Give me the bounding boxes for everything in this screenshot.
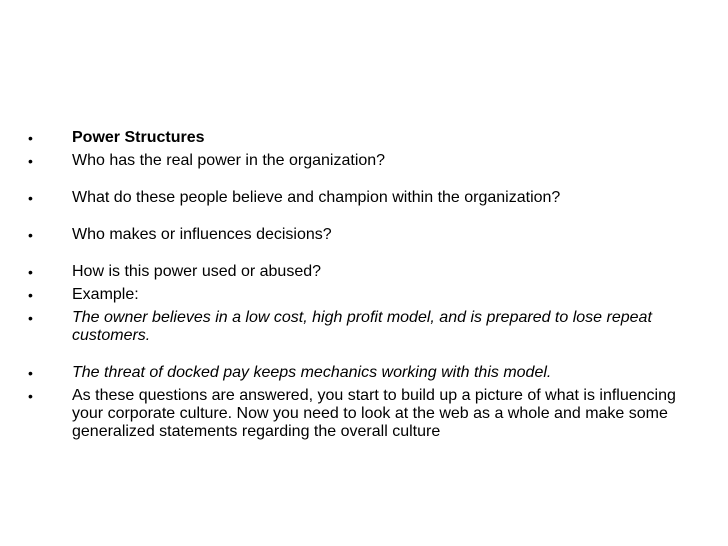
bullet-text: Power Structures <box>72 129 205 146</box>
bullet-text: The owner believes in a low cost, high profit model, and is prepared to lose repeat customers. <box>72 309 652 344</box>
bullet-item-example <box>28 286 708 304</box>
bullet-text: Who has the real power in the organization? <box>72 152 386 169</box>
bullet-icon: • <box>28 153 33 169</box>
bullet-icon: • <box>28 287 33 303</box>
bullet-item-beliefs <box>28 189 708 207</box>
bullet-icon: • <box>28 264 33 280</box>
bullet-icon: • <box>28 130 33 146</box>
bullet-item-real-power <box>28 152 708 170</box>
bullet-text: As these questions are answered, you start to build up a picture of what is influencing your corporate culture. Now you need to look at the web as a whole and make some generalized statements regarding the overall culture <box>72 387 676 440</box>
bullet-text: The threat of docked pay keeps mechanics working with this model. <box>72 364 552 381</box>
bullet-icon: • <box>28 190 33 206</box>
bullet-text: Example: <box>72 286 139 303</box>
bullet-item-docked-pay <box>28 364 708 382</box>
bullet-icon: • <box>28 227 33 243</box>
bullet-text: Who makes or influences decisions? <box>72 226 332 243</box>
bullet-icon: • <box>28 365 33 381</box>
bullet-icon: • <box>28 388 33 404</box>
bullet-item-power-used <box>28 263 708 281</box>
bullet-item-owner-model <box>28 309 708 345</box>
bullet-text: How is this power used or abused? <box>72 263 322 280</box>
bullet-icon: • <box>28 310 33 326</box>
bullet-item-decisions <box>28 226 708 244</box>
bullet-text: What do these people believe and champion within the organization? <box>72 189 561 206</box>
bullet-list <box>28 129 708 441</box>
bullet-item-power-structures <box>28 129 708 147</box>
bullet-item-corporate-culture <box>28 387 708 441</box>
